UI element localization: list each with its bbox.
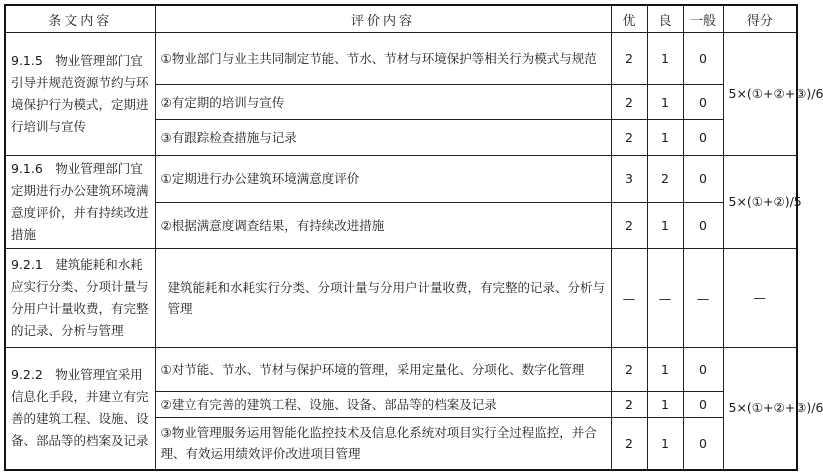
good-cell: 1 — [647, 120, 683, 156]
header-good: 良 — [647, 5, 683, 33]
clause-9-2-1: 9.2.1 建筑能耗和水耗应实行分类、分项计量与分用户计量收费，有完整的记录、分析与管理 — [5, 249, 155, 348]
header-score: 得分 — [723, 5, 797, 33]
header-content: 评价内容 — [155, 5, 611, 33]
score-9-1-6: 5×(①+②)/5 — [723, 156, 797, 249]
good-cell: 1 — [647, 418, 683, 470]
header-excellent: 优 — [611, 5, 647, 33]
excellent-cell: 2 — [611, 348, 647, 392]
header-average: 一般 — [683, 5, 723, 33]
evaluation-table — [4, 4, 823, 471]
score-9-1-5: 5×(①+②+③)/6 — [723, 33, 797, 156]
average-cell: 0 — [683, 348, 723, 392]
clause-9-2-2: 9.2.2 物业管理宜采用信息化手段，并建立有完善的建筑工程、设施、设备、部品等的档案及记录 — [5, 348, 155, 470]
average-cell: 0 — [683, 120, 723, 156]
header-clause: 条文内容 — [5, 5, 155, 33]
good-cell: — — [647, 249, 683, 348]
good-cell: 1 — [647, 85, 683, 120]
table-row — [5, 156, 797, 203]
excellent-cell: 2 — [611, 202, 647, 249]
header-row — [5, 5, 797, 33]
content-cell: ②根据满意度调查结果，有持续改进措施 — [155, 202, 611, 249]
good-cell: 1 — [647, 202, 683, 249]
average-cell: 0 — [683, 418, 723, 470]
good-cell: 2 — [647, 156, 683, 203]
excellent-cell: 3 — [611, 156, 647, 203]
average-cell: — — [683, 249, 723, 348]
good-cell: 1 — [647, 33, 683, 85]
table-row — [5, 33, 797, 85]
content-cell: ③物业管理服务运用智能化监控技术及信息化系统对项目实行全过程监控，并合理、有效运用绩效评价改进项目管理 — [155, 418, 611, 470]
content-cell: ②建立有完善的建筑工程、设施、设备、部品等的档案及记录 — [155, 392, 611, 418]
average-cell: 0 — [683, 85, 723, 120]
content-cell: ①物业部门与业主共同制定节能、节水、节材与环境保护等相关行为模式与规范 — [155, 33, 611, 85]
score-9-2-1: — — [723, 249, 797, 348]
table-row — [5, 249, 797, 348]
clause-9-1-5: 9.1.5 物业管理部门宜引导并规范资源节约与环境保护行为模式，定期进行培训与宣传 — [5, 33, 155, 156]
good-cell: 1 — [647, 348, 683, 392]
content-cell: ①对节能、节水、节材与保护环境的管理，采用定量化、分项化、数字化管理 — [155, 348, 611, 392]
excellent-cell: 2 — [611, 33, 647, 85]
average-cell: 0 — [683, 392, 723, 418]
content-cell: ③有跟踪检查措施与记录 — [155, 120, 611, 156]
average-cell: 0 — [683, 33, 723, 85]
clause-9-1-6: 9.1.6 物业管理部门宜定期进行办公建筑环境满意度评价，并有持续改进措施 — [5, 156, 155, 249]
average-cell: 0 — [683, 156, 723, 203]
content-cell: ①定期进行办公建筑环境满意度评价 — [155, 156, 611, 203]
score-9-2-2: 5×(①+②+③)/6 — [723, 348, 797, 470]
table-row — [5, 348, 797, 392]
excellent-cell: 2 — [611, 85, 647, 120]
content-cell: 建筑能耗和水耗实行分类、分项计量与分用户计量收费，有完整的记录、分析与管理 — [155, 249, 611, 348]
good-cell: 1 — [647, 392, 683, 418]
excellent-cell: 2 — [611, 392, 647, 418]
excellent-cell: 2 — [611, 418, 647, 470]
excellent-cell: — — [611, 249, 647, 348]
content-cell: ②有定期的培训与宣传 — [155, 85, 611, 120]
excellent-cell: 2 — [611, 120, 647, 156]
average-cell: 0 — [683, 202, 723, 249]
